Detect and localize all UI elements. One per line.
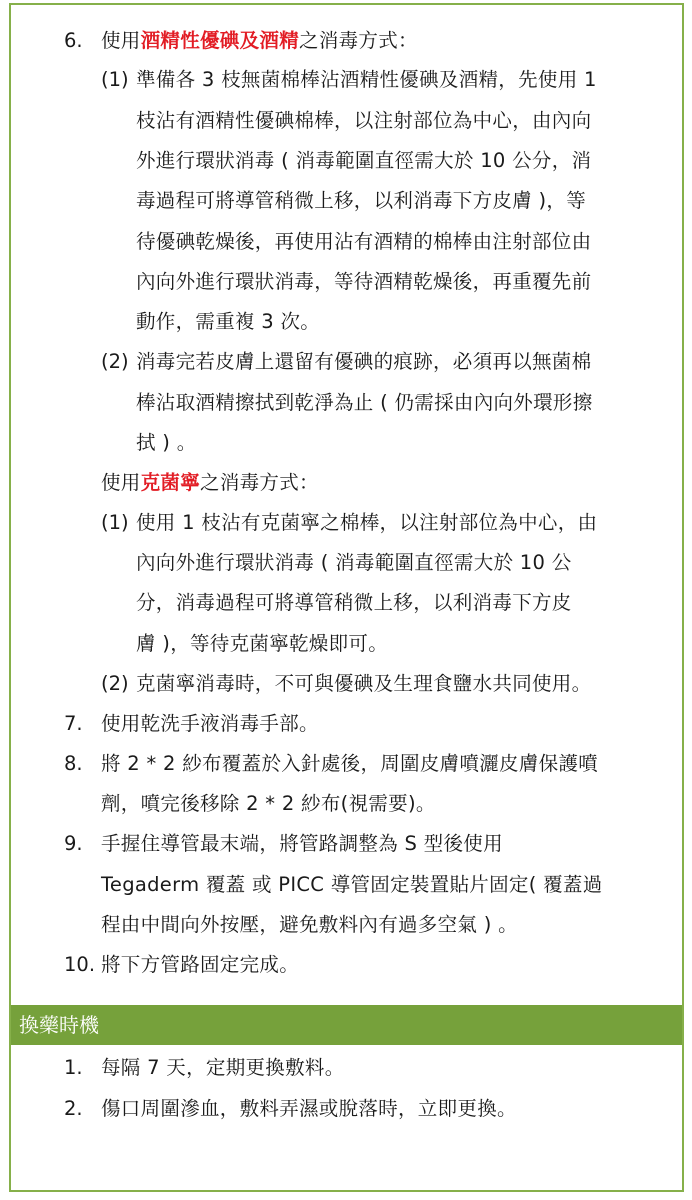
item-number: 7.	[64, 712, 83, 735]
text-line: 手握住導管最末端，將管路調整為 S 型後使用	[101, 832, 503, 855]
chg-heading	[101, 463, 319, 503]
text-line: 使用乾洗手液消毒手部。	[101, 712, 319, 735]
text-line: 待優碘乾燥後，再使用沾有酒精的棉棒由注射部位由	[136, 230, 592, 253]
heading-suffix: 之消毒方式：	[299, 29, 418, 52]
text-line: 外進行環狀消毒 ( 消毒範圍直徑需大於 10 公分，消	[136, 149, 592, 172]
text-line: 每隔 7 天，定期更換敷料。	[101, 1056, 345, 1079]
text-line: 內向外進行環狀消毒，等待酒精乾燥後，再重覆先前	[136, 270, 592, 293]
text-line: 克菌寧消毒時，不可與優碘及生理食鹽水共同使用。	[136, 672, 592, 695]
text-line: 將 2 * 2 紗布覆蓋於入針處後，周圍皮膚噴灑皮膚保護噴	[101, 752, 599, 775]
text-line: 劑，噴完後移除 2 * 2 紗布(視需要)。	[101, 792, 436, 815]
text-line: 消毒完若皮膚上還留有優碘的痕跡，必須再以無菌棉	[136, 350, 592, 373]
text-line: 程由中間向外按壓，避免敷料內有過多空氣 ) 。	[101, 913, 518, 936]
heading-suffix: 之消毒方式：	[200, 471, 319, 494]
highlight-text: 酒精性優碘及酒精	[140, 29, 300, 52]
text-line: 動作，需重複 3 次。	[136, 310, 321, 333]
text-line: 棒沾取酒精擦拭到乾淨為止 ( 仍需採由內向外環形擦	[136, 391, 593, 414]
item-number: 1.	[64, 1056, 83, 1079]
heading-prefix: 使用	[101, 29, 141, 52]
text-line: Tegaderm 覆蓋 或 PICC 導管固定裝置貼片固定( 覆蓋過	[101, 873, 603, 896]
text-line: 膚 )，等待克菌寧乾燥即可。	[136, 632, 389, 655]
text-line: 傷口周圍滲血，敷料弄濕或脫落時，立即更換。	[101, 1097, 517, 1120]
text-line: 準備各 3 枝無菌棉棒沾酒精性優碘及酒精，先使用 1	[136, 68, 597, 91]
text-line: 將下方管路固定完成。	[101, 953, 300, 976]
sub-number: (2)	[101, 672, 129, 695]
heading-prefix: 使用	[101, 471, 141, 494]
item-number: 10.	[64, 953, 96, 976]
item6-heading	[101, 21, 418, 61]
text-line: 分，消毒過程可將導管稍微上移，以利消毒下方皮	[136, 591, 572, 614]
text-line: 毒過程可將導管稍微上移，以利消毒下方皮膚 )，等	[136, 189, 587, 212]
sub-number: (1)	[101, 511, 129, 534]
text-line: 拭 ) 。	[136, 431, 197, 454]
sub-number: (1)	[101, 68, 129, 91]
item-number: 6.	[64, 29, 83, 52]
section-header: 換藥時機	[11, 1005, 682, 1045]
text-line: 枝沾有酒精性優碘棉棒，以注射部位為中心，由內向	[136, 109, 592, 132]
text-line: 內向外進行環狀消毒 ( 消毒範圍直徑需大於 10 公	[136, 551, 572, 574]
text-line: 使用 1 枝沾有克菌寧之棉棒，以注射部位為中心，由	[136, 511, 598, 534]
item-number: 9.	[64, 832, 83, 855]
highlight-text: 克菌寧	[140, 471, 201, 494]
sub-number: (2)	[101, 350, 129, 373]
item-number: 2.	[64, 1097, 83, 1120]
item-number: 8.	[64, 752, 83, 775]
